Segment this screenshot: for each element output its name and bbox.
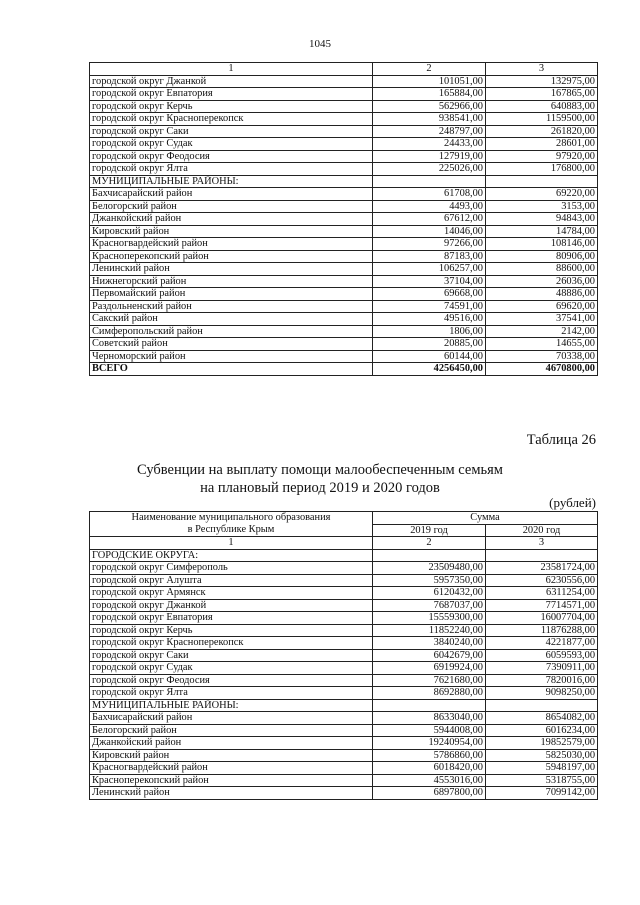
value-2019-cell: 248797,00 bbox=[373, 125, 486, 138]
value-2019-cell: 97266,00 bbox=[373, 238, 486, 251]
row-name-cell: городской округ Симферополь bbox=[90, 562, 373, 575]
table-row bbox=[90, 338, 598, 351]
section-label: МУНИЦИПАЛЬНЫЕ РАЙОНЫ: bbox=[90, 699, 373, 712]
value-2020-cell: 9098250,00 bbox=[486, 687, 598, 700]
table-row bbox=[90, 787, 598, 800]
subsidy-table-continued bbox=[89, 62, 598, 376]
row-name-cell: городской округ Ялта bbox=[90, 163, 373, 176]
row-name-cell: Бахчисарайский район bbox=[90, 712, 373, 725]
value-2020-cell: 94843,00 bbox=[486, 213, 598, 226]
value-2020-cell: 37541,00 bbox=[486, 313, 598, 326]
table-row bbox=[90, 574, 598, 587]
value-2019-cell: 49516,00 bbox=[373, 313, 486, 326]
row-name-cell: Советский район bbox=[90, 338, 373, 351]
table-row bbox=[90, 674, 598, 687]
value-2020-cell: 88600,00 bbox=[486, 263, 598, 276]
table-row bbox=[90, 624, 598, 637]
row-name-cell: Черноморский район bbox=[90, 350, 373, 363]
table-row bbox=[90, 587, 598, 600]
table-row bbox=[90, 325, 598, 338]
value-2019-cell: 4493,00 bbox=[373, 200, 486, 213]
row-name-cell: Белогорский район bbox=[90, 200, 373, 213]
value-2020-cell: 5318755,00 bbox=[486, 774, 598, 787]
value-2019-cell: 61708,00 bbox=[373, 188, 486, 201]
value-2020-cell: 16007704,00 bbox=[486, 612, 598, 625]
table-26-body bbox=[90, 512, 598, 800]
value-2019-cell: 6919924,00 bbox=[373, 662, 486, 675]
section-empty-2019 bbox=[373, 175, 486, 188]
row-name-cell: городской округ Судак bbox=[90, 662, 373, 675]
value-2020-cell: 8654082,00 bbox=[486, 712, 598, 725]
table-row bbox=[90, 113, 598, 126]
section-empty-2020 bbox=[486, 549, 598, 562]
value-2020-cell: 7820016,00 bbox=[486, 674, 598, 687]
value-2020-cell: 2142,00 bbox=[486, 325, 598, 338]
value-2020-cell: 80906,00 bbox=[486, 250, 598, 263]
table-row bbox=[90, 649, 598, 662]
table-row bbox=[90, 599, 598, 612]
row-name-cell: Кировский район bbox=[90, 225, 373, 238]
row-name-cell: Кировский район bbox=[90, 749, 373, 762]
table-row bbox=[90, 749, 598, 762]
row-name-cell: Джанкойский район bbox=[90, 213, 373, 226]
section-label: МУНИЦИПАЛЬНЫЕ РАЙОНЫ: bbox=[90, 175, 373, 188]
value-2020-cell: 132975,00 bbox=[486, 75, 598, 88]
value-2020-cell: 6059593,00 bbox=[486, 649, 598, 662]
value-2020-cell: 4670800,00 bbox=[486, 363, 598, 376]
row-name-cell: городской округ Джанкой bbox=[90, 599, 373, 612]
table-row bbox=[90, 275, 598, 288]
table-row bbox=[90, 125, 598, 138]
value-2019-cell: 562966,00 bbox=[373, 100, 486, 113]
value-2020-cell: 3153,00 bbox=[486, 200, 598, 213]
column-number-2: 2 bbox=[373, 537, 486, 550]
row-name-cell: городской округ Красноперекопск bbox=[90, 113, 373, 126]
row-name-cell: городской округ Керчь bbox=[90, 624, 373, 637]
value-2019-cell: 19240954,00 bbox=[373, 737, 486, 750]
value-2020-cell: 48886,00 bbox=[486, 288, 598, 301]
row-name-cell: городской округ Ялта bbox=[90, 687, 373, 700]
value-2019-cell: 67612,00 bbox=[373, 213, 486, 226]
value-2019-cell: 37104,00 bbox=[373, 275, 486, 288]
value-2019-cell: 5944008,00 bbox=[373, 724, 486, 737]
value-2020-cell: 6311254,00 bbox=[486, 587, 598, 600]
section-empty-2019 bbox=[373, 549, 486, 562]
row-name-cell: Красногвардейский район bbox=[90, 762, 373, 775]
table-row bbox=[90, 562, 598, 575]
table-row bbox=[90, 150, 598, 163]
value-2020-cell: 7714571,00 bbox=[486, 599, 598, 612]
value-2020-cell: 70338,00 bbox=[486, 350, 598, 363]
value-2019-cell: 6897800,00 bbox=[373, 787, 486, 800]
table-row bbox=[90, 313, 598, 326]
value-2020-cell: 97920,00 bbox=[486, 150, 598, 163]
value-2019-cell: 14046,00 bbox=[373, 225, 486, 238]
row-name-cell: городской округ Феодосия bbox=[90, 150, 373, 163]
column-number-3: 3 bbox=[486, 537, 598, 550]
header-row-1 bbox=[90, 512, 598, 525]
value-2019-cell: 69668,00 bbox=[373, 288, 486, 301]
col-2019-header: 2019 год bbox=[373, 524, 486, 537]
value-2019-cell: 5957350,00 bbox=[373, 574, 486, 587]
value-2020-cell: 108146,00 bbox=[486, 238, 598, 251]
table-row bbox=[90, 363, 598, 376]
column-number-2: 2 bbox=[373, 63, 486, 76]
value-2020-cell: 176800,00 bbox=[486, 163, 598, 176]
row-name-cell: городской округ Саки bbox=[90, 649, 373, 662]
table-row bbox=[90, 88, 598, 101]
value-2019-cell: 4256450,00 bbox=[373, 363, 486, 376]
value-2019-cell: 101051,00 bbox=[373, 75, 486, 88]
table-title-line2: на плановый период 2019 и 2020 годов bbox=[200, 480, 440, 496]
value-2019-cell: 127919,00 bbox=[373, 150, 486, 163]
value-2020-cell: 167865,00 bbox=[486, 88, 598, 101]
table-row bbox=[90, 138, 598, 151]
table-row bbox=[90, 687, 598, 700]
row-name-cell: городской округ Джанкой bbox=[90, 75, 373, 88]
column-number-1: 1 bbox=[90, 537, 373, 550]
section-empty-2019 bbox=[373, 699, 486, 712]
row-name-cell: Первомайский район bbox=[90, 288, 373, 301]
value-2019-cell: 87183,00 bbox=[373, 250, 486, 263]
row-name-cell: Нижнегорский район bbox=[90, 275, 373, 288]
value-2019-cell: 20885,00 bbox=[373, 338, 486, 351]
value-2019-cell: 11852240,00 bbox=[373, 624, 486, 637]
value-2019-cell: 7687037,00 bbox=[373, 599, 486, 612]
value-2019-cell: 225026,00 bbox=[373, 163, 486, 176]
value-2019-cell: 8633040,00 bbox=[373, 712, 486, 725]
row-name-cell: городской округ Судак bbox=[90, 138, 373, 151]
row-name-cell: городской округ Евпатория bbox=[90, 612, 373, 625]
page-number: 1045 bbox=[309, 38, 331, 50]
value-2019-cell: 6120432,00 bbox=[373, 587, 486, 600]
value-2020-cell: 11876288,00 bbox=[486, 624, 598, 637]
value-2020-cell: 7099142,00 bbox=[486, 787, 598, 800]
value-2020-cell: 6016234,00 bbox=[486, 724, 598, 737]
value-2020-cell: 14655,00 bbox=[486, 338, 598, 351]
value-2020-cell: 6230556,00 bbox=[486, 574, 598, 587]
row-name-cell: городской округ Саки bbox=[90, 125, 373, 138]
value-2019-cell: 4553016,00 bbox=[373, 774, 486, 787]
col-name-header-line2: в Республике Крым bbox=[90, 524, 373, 537]
value-2019-cell: 6018420,00 bbox=[373, 762, 486, 775]
value-2020-cell: 69620,00 bbox=[486, 300, 598, 313]
table-row bbox=[90, 662, 598, 675]
row-name-cell: Красноперекопский район bbox=[90, 250, 373, 263]
row-name-cell: Симферопольский район bbox=[90, 325, 373, 338]
value-2019-cell: 74591,00 bbox=[373, 300, 486, 313]
value-2019-cell: 165884,00 bbox=[373, 88, 486, 101]
col-2020-header: 2020 год bbox=[486, 524, 598, 537]
table-row bbox=[90, 350, 598, 363]
column-number-row bbox=[90, 63, 598, 76]
table-row bbox=[90, 188, 598, 201]
row-name-cell: городской округ Армянск bbox=[90, 587, 373, 600]
value-2019-cell: 3840240,00 bbox=[373, 637, 486, 650]
col-sum-header: Сумма bbox=[373, 512, 598, 525]
table-row bbox=[90, 774, 598, 787]
table-title-line1: Субвенции на выплату помощи малообеспеченным семьям bbox=[137, 462, 503, 478]
table-row bbox=[90, 762, 598, 775]
row-name-cell: Красногвардейский район bbox=[90, 238, 373, 251]
value-2019-cell: 60144,00 bbox=[373, 350, 486, 363]
section-empty-2020 bbox=[486, 699, 598, 712]
table-title bbox=[0, 461, 640, 497]
section-label: ГОРОДСКИЕ ОКРУГА: bbox=[90, 549, 373, 562]
col-name-header-line1: Наименование муниципального образования bbox=[90, 512, 373, 525]
table-row bbox=[90, 200, 598, 213]
value-2019-cell: 8692880,00 bbox=[373, 687, 486, 700]
value-2020-cell: 26036,00 bbox=[486, 275, 598, 288]
value-2020-cell: 23581724,00 bbox=[486, 562, 598, 575]
row-name-cell: городской округ Феодосия bbox=[90, 674, 373, 687]
value-2020-cell: 28601,00 bbox=[486, 138, 598, 151]
value-2020-cell: 4221877,00 bbox=[486, 637, 598, 650]
row-name-cell: городской округ Керчь bbox=[90, 100, 373, 113]
table-row bbox=[90, 100, 598, 113]
table-row bbox=[90, 163, 598, 176]
row-name-cell: Бахчисарайский район bbox=[90, 188, 373, 201]
row-name-cell: городской округ Алушта bbox=[90, 574, 373, 587]
table-26 bbox=[89, 511, 598, 800]
column-number-1: 1 bbox=[90, 63, 373, 76]
value-2020-cell: 14784,00 bbox=[486, 225, 598, 238]
table-row bbox=[90, 238, 598, 251]
value-2020-cell: 69220,00 bbox=[486, 188, 598, 201]
header-row-2 bbox=[90, 524, 598, 537]
table-number: Таблица 26 bbox=[526, 432, 596, 448]
table-row bbox=[90, 75, 598, 88]
table-row bbox=[90, 288, 598, 301]
table-row bbox=[90, 250, 598, 263]
value-2019-cell: 23509480,00 bbox=[373, 562, 486, 575]
row-name-cell: Красноперекопский район bbox=[90, 774, 373, 787]
subsidy-table-continued-body bbox=[90, 63, 598, 376]
row-name-cell: ВСЕГО bbox=[90, 363, 373, 376]
value-2020-cell: 640883,00 bbox=[486, 100, 598, 113]
value-2019-cell: 24433,00 bbox=[373, 138, 486, 151]
row-name-cell: Джанкойский район bbox=[90, 737, 373, 750]
table-row bbox=[90, 724, 598, 737]
row-name-cell: городской округ Красноперекопск bbox=[90, 637, 373, 650]
column-number-3: 3 bbox=[486, 63, 598, 76]
value-2019-cell: 15559300,00 bbox=[373, 612, 486, 625]
units-label: (рублей) bbox=[549, 495, 596, 510]
row-name-cell: Ленинский район bbox=[90, 263, 373, 276]
table-row bbox=[90, 637, 598, 650]
value-2019-cell: 7621680,00 bbox=[373, 674, 486, 687]
section-empty-2020 bbox=[486, 175, 598, 188]
row-name-cell: Ленинский район bbox=[90, 787, 373, 800]
row-name-cell: городской округ Евпатория bbox=[90, 88, 373, 101]
value-2019-cell: 6042679,00 bbox=[373, 649, 486, 662]
table-row bbox=[90, 300, 598, 313]
value-2020-cell: 261820,00 bbox=[486, 125, 598, 138]
value-2020-cell: 19852579,00 bbox=[486, 737, 598, 750]
section-header-row bbox=[90, 699, 598, 712]
value-2020-cell: 1159500,00 bbox=[486, 113, 598, 126]
section-header-row bbox=[90, 549, 598, 562]
section-header-row bbox=[90, 175, 598, 188]
table-row bbox=[90, 225, 598, 238]
value-2019-cell: 106257,00 bbox=[373, 263, 486, 276]
row-name-cell: Раздольненский район bbox=[90, 300, 373, 313]
table-row bbox=[90, 213, 598, 226]
value-2019-cell: 1806,00 bbox=[373, 325, 486, 338]
column-number-row bbox=[90, 537, 598, 550]
value-2020-cell: 5948197,00 bbox=[486, 762, 598, 775]
row-name-cell: Белогорский район bbox=[90, 724, 373, 737]
row-name-cell: Сакский район bbox=[90, 313, 373, 326]
table-row bbox=[90, 737, 598, 750]
value-2019-cell: 5786860,00 bbox=[373, 749, 486, 762]
table-row bbox=[90, 612, 598, 625]
value-2020-cell: 7390911,00 bbox=[486, 662, 598, 675]
table-row bbox=[90, 712, 598, 725]
value-2020-cell: 5825030,00 bbox=[486, 749, 598, 762]
table-row bbox=[90, 263, 598, 276]
value-2019-cell: 938541,00 bbox=[373, 113, 486, 126]
